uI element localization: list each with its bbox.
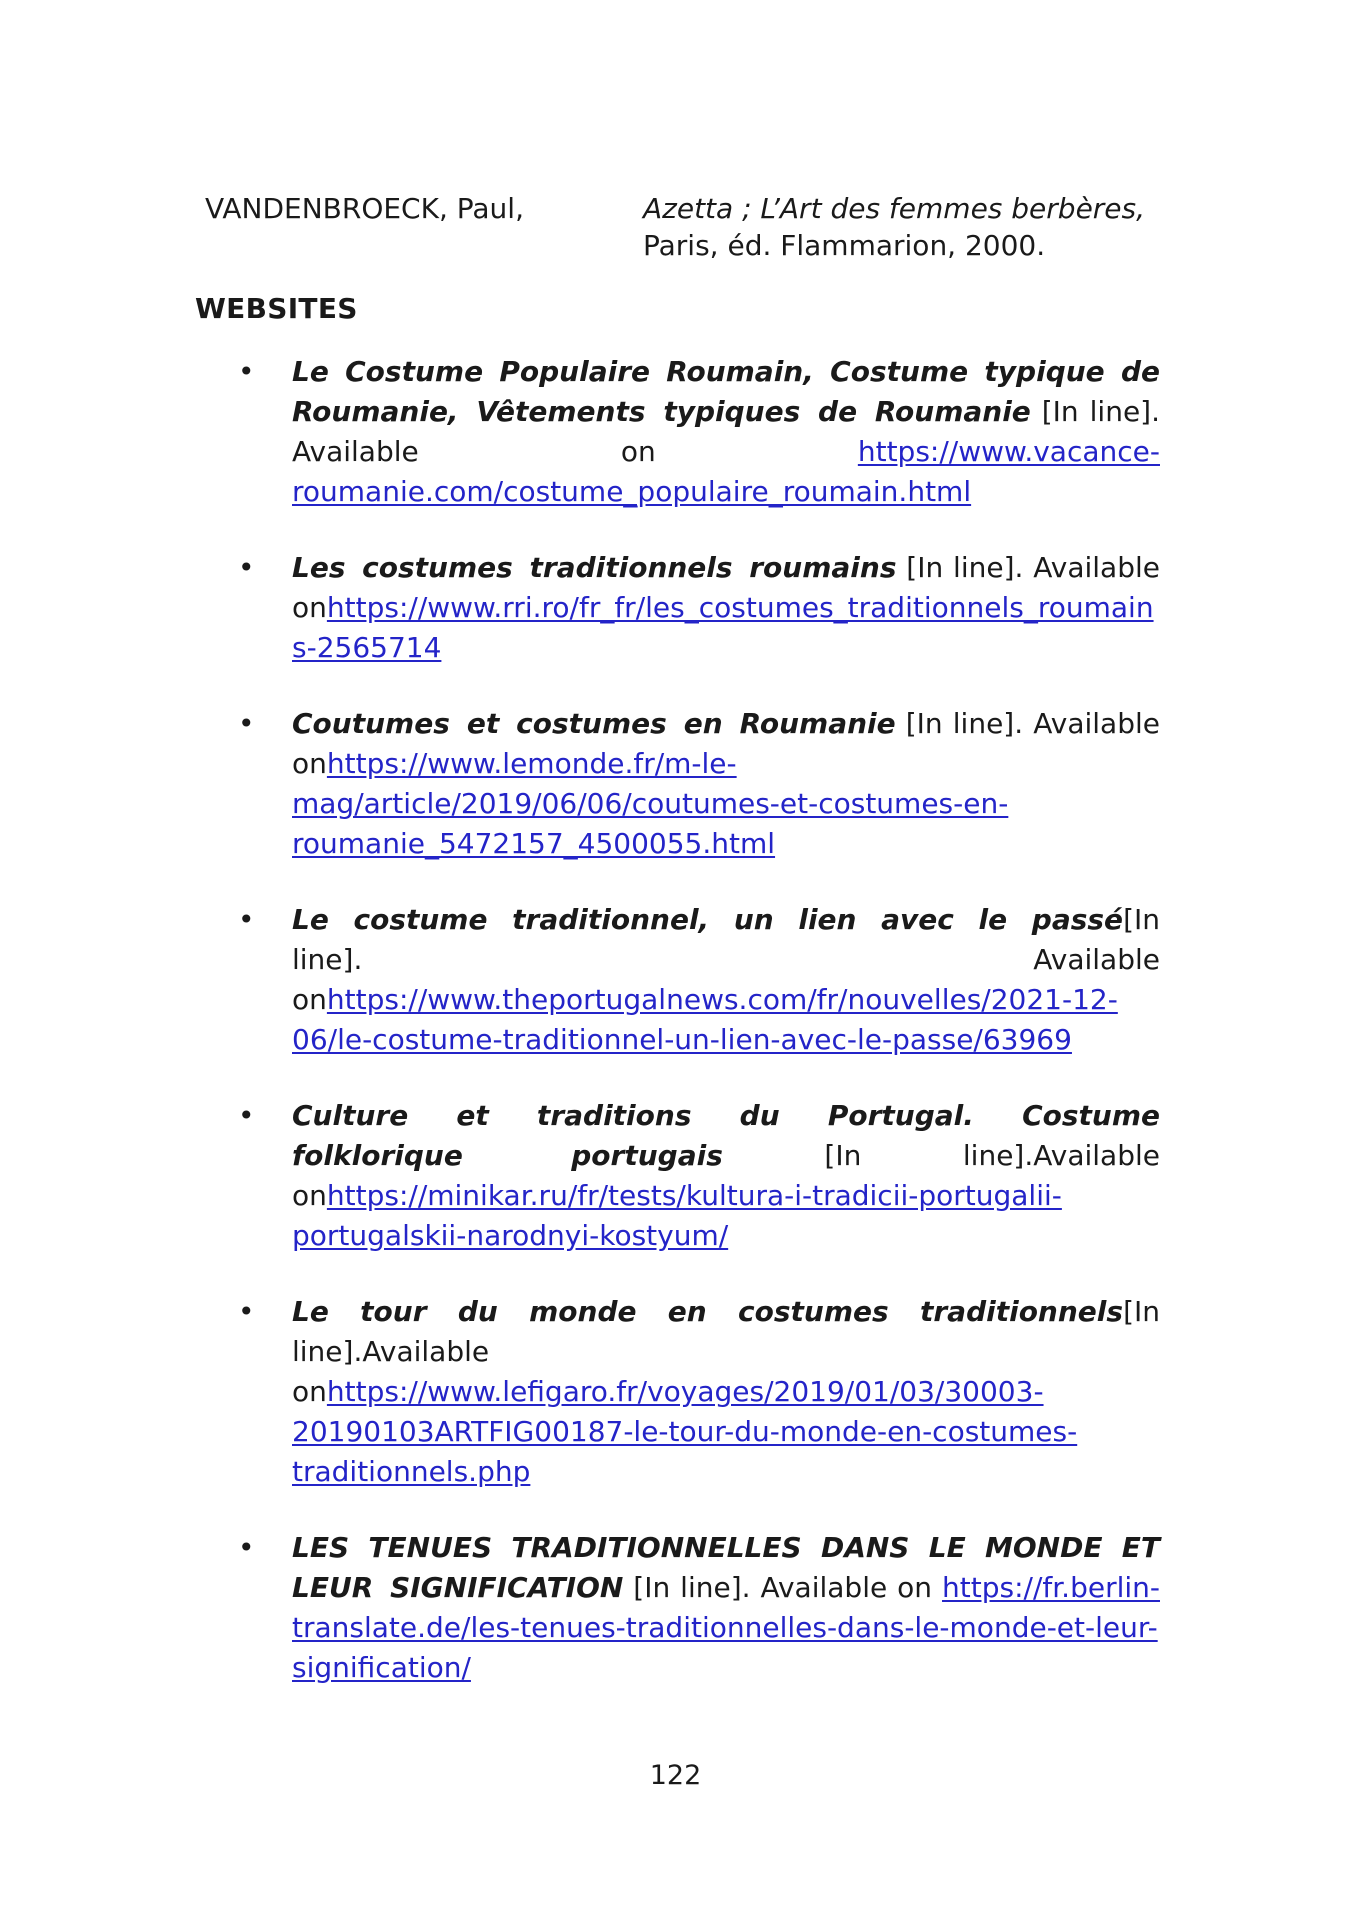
website-link[interactable]: https://www.theportugalnews.com/fr/nouvelles/2021-12-06/le-costume-traditionnel-un-lien-avec-le-passe/63969 — [292, 983, 1118, 1056]
website-link[interactable]: https://www.lemonde.fr/m-le-mag/article/2019/06/06/coutumes-et-costumes-en-roumanie_5472157_4500055.html — [292, 747, 1009, 860]
website-entry — [195, 704, 1160, 864]
website-entry — [195, 548, 1160, 668]
bullet-icon: • — [238, 707, 255, 740]
page-number: 122 — [649, 1760, 702, 1791]
website-availability: [In line].Available on — [292, 1139, 1160, 1212]
website-availability: [In line]. Available on — [292, 903, 1160, 1016]
website-availability: [In line]. Available on — [623, 1571, 943, 1604]
website-title: Le Costume Populaire Roumain, Costume typique de Roumanie, Vêtements typiques de Roumanie — [292, 355, 1160, 428]
entry-author: VANDENBROECK, Paul, — [205, 192, 524, 225]
bibliography-entry — [205, 190, 1155, 270]
website-entry — [195, 1096, 1160, 1256]
website-entry — [195, 352, 1160, 512]
website-title: Coutumes et costumes en Roumanie — [292, 707, 896, 740]
entry-title: Azetta ; L’Art des femmes berbères, — [643, 192, 1146, 225]
website-link[interactable]: https://fr.berlin-translate.de/les-tenues-traditionnelles-dans-le-monde-et-leur-signification/ — [292, 1571, 1160, 1684]
website-title: Les costumes traditionnels roumains — [292, 551, 897, 584]
website-link[interactable]: https://www.lefigaro.fr/voyages/2019/01/03/30003-20190103ARTFIG00187-le-tour-du-monde-en-costumes-traditionnels.php — [292, 1375, 1078, 1488]
bullet-icon: • — [238, 903, 255, 936]
website-availability: [In line].Available on — [292, 1295, 1160, 1408]
website-availability: [In line]. Available on — [292, 395, 1160, 468]
entry-publication: Paris, éd. Flammarion, 2000. — [643, 229, 1046, 262]
website-link[interactable]: https://www.rri.ro/fr_fr/les_costumes_traditionnels_roumains-2565714 — [292, 591, 1154, 664]
website-title: Culture et traditions du Portugal. Costume folklorique portugais — [292, 1099, 1160, 1172]
section-heading: WEBSITES — [195, 292, 358, 325]
website-entry — [195, 1528, 1160, 1688]
website-availability: [In line]. Available on — [292, 551, 1160, 624]
bullet-icon: • — [238, 355, 255, 388]
website-title: Le costume traditionnel, un lien avec le passé — [292, 903, 1124, 936]
bullet-icon: • — [238, 1531, 255, 1564]
website-entry — [195, 900, 1160, 1060]
websites-list — [195, 352, 1160, 1724]
website-title: Le tour du monde en costumes traditionnels — [292, 1295, 1124, 1328]
bullet-icon: • — [238, 1295, 255, 1328]
website-link[interactable]: https://minikar.ru/fr/tests/kultura-i-tradicii-portugalii-portugalskii-narodnyi-kostyum/ — [292, 1179, 1062, 1252]
website-entry — [195, 1292, 1160, 1492]
entry-work — [643, 190, 1163, 264]
website-link[interactable]: https://www.vacance-roumanie.com/costume_populaire_roumain.html — [292, 435, 1160, 508]
bullet-icon: • — [238, 1099, 255, 1132]
bullet-icon: • — [238, 551, 255, 584]
website-availability: [In line]. Available on — [292, 707, 1160, 780]
website-title: LES TENUES TRADITIONNELLES DANS LE MONDE ET LEUR SIGNIFICATION — [292, 1531, 1160, 1604]
